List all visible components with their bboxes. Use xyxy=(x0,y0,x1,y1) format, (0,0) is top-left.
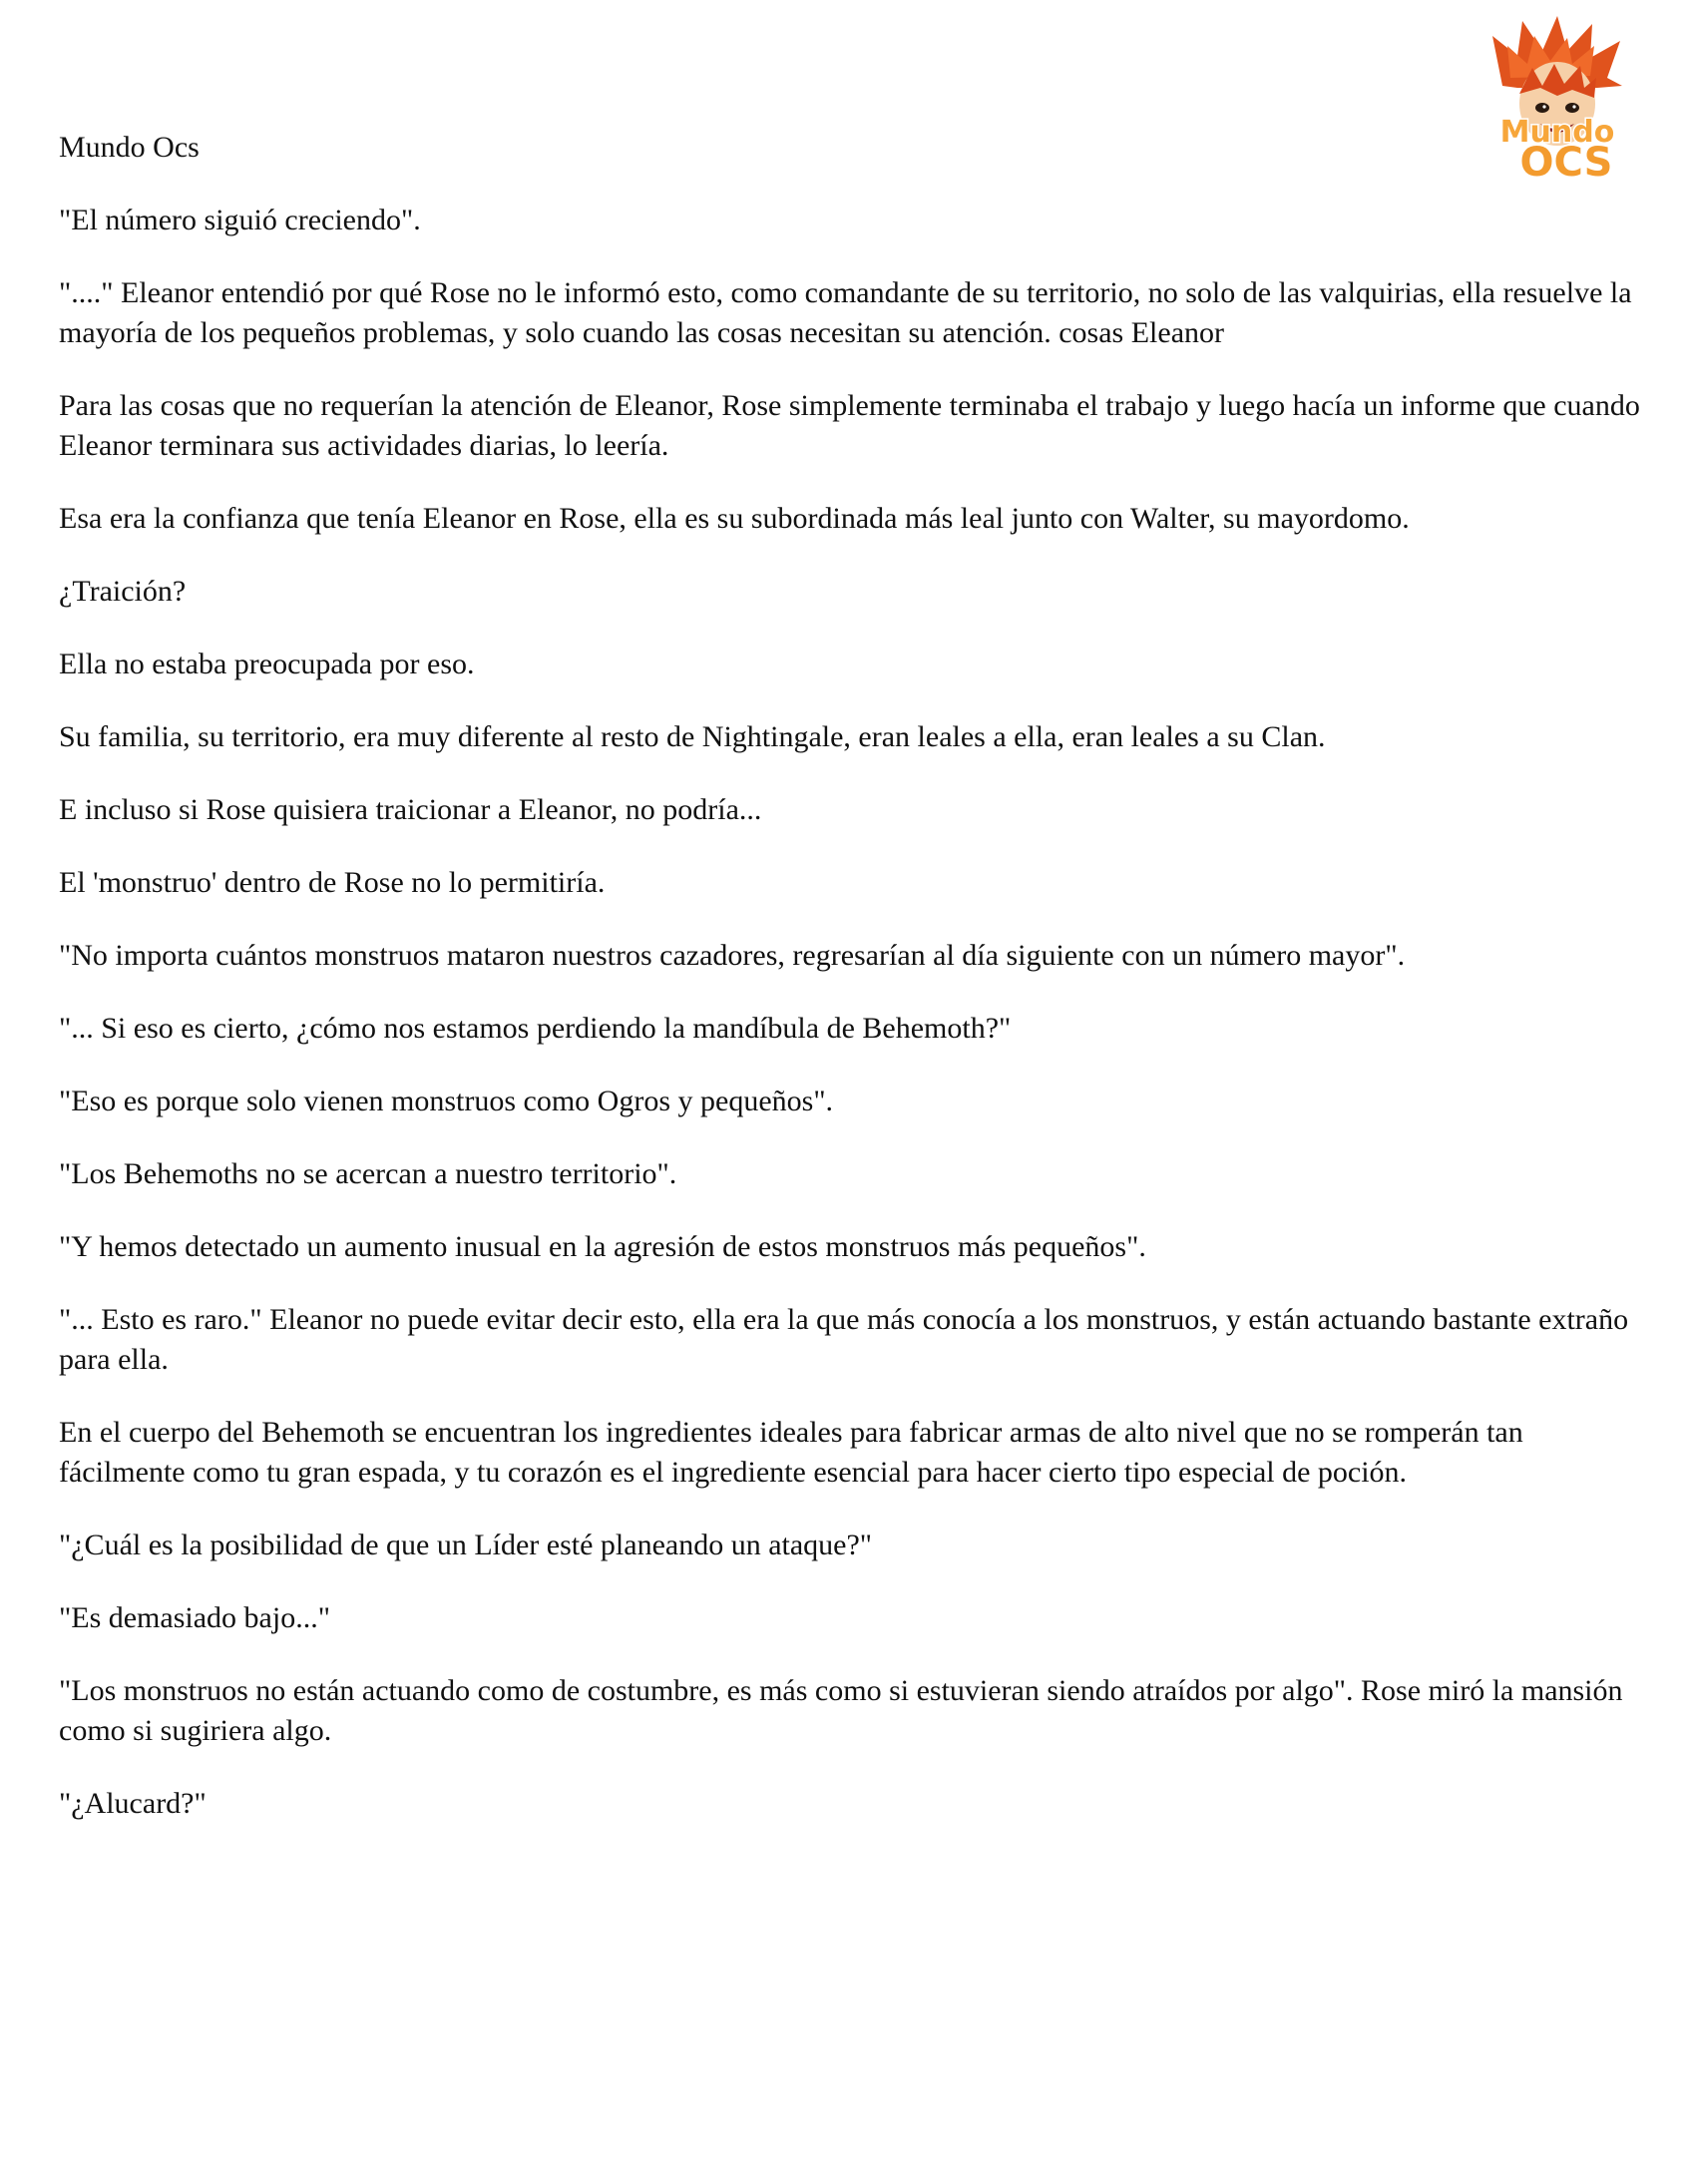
paragraph: Su familia, su territorio, era muy diferente al resto de Nightingale, eran leales a ella, eran leales a su Clan. xyxy=(59,720,1326,753)
paragraph: E incluso si Rose quisiera traicionar a Eleanor, no podría... xyxy=(59,793,762,826)
paragraph: Ella no estaba preocupada por eso. xyxy=(59,648,475,680)
paragraph: "¿Alucard?" xyxy=(59,1787,207,1820)
paragraph: En el cuerpo del Behemoth se encuentran los ingredientes ideales para fabricar armas de alto nivel que no se romperán tan fácilmente como tu gran espada, y tu corazón es el ingrediente esencial para hacer cierto tipo especial de poción. xyxy=(59,1416,1523,1489)
paragraph: El 'monstruo' dentro de Rose no lo permitiría. xyxy=(59,866,606,899)
paragraph: "No importa cuántos monstruos mataron nuestros cazadores, regresarían al día siguiente con un número mayor". xyxy=(59,939,1406,972)
paragraph: Para las cosas que no requerían la atención de Eleanor, Rose simplemente terminaba el trabajo y luego hacía un informe que cuando Eleanor terminara sus actividades diarias, lo leería. xyxy=(59,389,1640,462)
paragraph: "Los Behemoths no se acercan a nuestro territorio". xyxy=(59,1157,677,1190)
paragraph: "... Si eso es cierto, ¿cómo nos estamos perdiendo la mandíbula de Behemoth?" xyxy=(59,1012,1012,1045)
paragraph: "El número siguió creciendo". xyxy=(59,204,421,236)
logo-text-mundo: Mundo xyxy=(1499,115,1615,150)
paragraph: "Y hemos detectado un aumento inusual en la agresión de estos monstruos más pequeños". xyxy=(59,1230,1146,1263)
document-header: Mundo Ocs xyxy=(59,131,200,164)
document-body xyxy=(59,128,1655,1857)
logo-text-ocs: OCS xyxy=(1519,140,1613,184)
paragraph: "Eso es porque solo vienen monstruos como Ogros y pequeños". xyxy=(59,1085,834,1117)
paragraph: "¿Cuál es la posibilidad de que un Líder esté planeando un ataque?" xyxy=(59,1529,873,1561)
paragraph: "... Esto es raro." Eleanor no puede evitar decir esto, ella era la que más conocía a los monstruos, y están actuando bastante extraño para ella. xyxy=(59,1303,1629,1376)
paragraph: "Es demasiado bajo..." xyxy=(59,1601,330,1634)
paragraph: ¿Traición? xyxy=(59,575,187,608)
paragraph: Esa era la confianza que tenía Eleanor en Rose, ella es su subordinada más leal junto con Walter, su mayordomo. xyxy=(59,502,1410,535)
paragraph: "...." Eleanor entendió por qué Rose no le informó esto, como comandante de su territorio, no solo de las valquirias, ella resuelve la mayoría de los pequeños problemas, y solo cuando las cosas necesitan su atención. cosas Eleanor xyxy=(59,276,1632,349)
paragraph: "Los monstruos no están actuando como de costumbre, es más como si estuvieran siendo atraídos por algo". Rose miró la mansión como si sugiriera algo. xyxy=(59,1674,1623,1747)
